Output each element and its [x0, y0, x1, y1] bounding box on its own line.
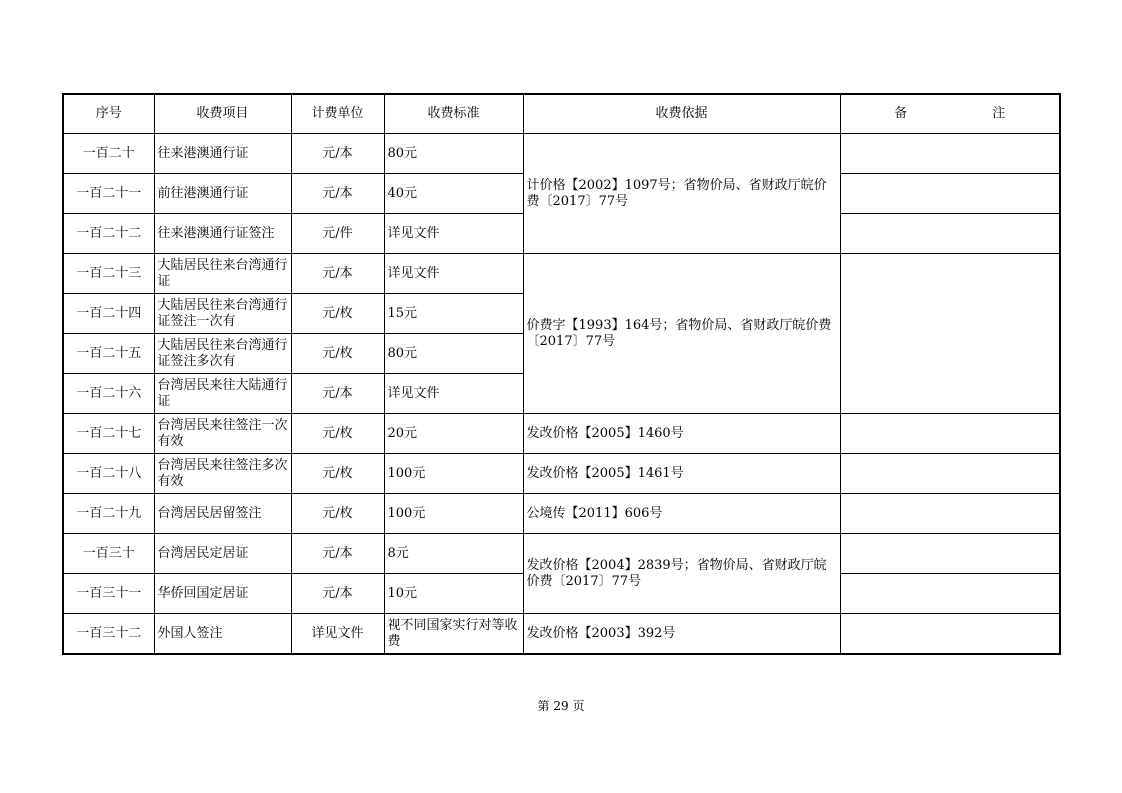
row-basis: 发改价格【2005】1460号: [523, 414, 840, 454]
row-standard: 详见文件: [384, 254, 523, 294]
page-number: 第 29 页: [537, 699, 585, 713]
row-unit: 元/本: [291, 534, 384, 574]
row-standard: 100元: [384, 494, 523, 534]
table-row: [63, 494, 1060, 534]
row-item: 大陆居民往来台湾通行证: [154, 254, 291, 294]
row-item: 台湾居民来往签注一次有效: [154, 414, 291, 454]
row-note: [840, 414, 1060, 454]
row-standard: 8元: [384, 534, 523, 574]
row-standard: 80元: [384, 334, 523, 374]
row-basis: 公境传【2011】606号: [523, 494, 840, 534]
row-unit: 详见文件: [291, 614, 384, 655]
row-seq: 一百二十二: [63, 214, 154, 254]
row-seq: 一百二十四: [63, 294, 154, 334]
row-seq: 一百二十一: [63, 174, 154, 214]
table-row: [63, 534, 1060, 574]
row-seq: 一百三十一: [63, 574, 154, 614]
row-standard: 详见文件: [384, 374, 523, 414]
row-seq: 一百二十: [63, 134, 154, 174]
row-note: [840, 534, 1060, 574]
table-row: [63, 254, 1060, 294]
row-note: [840, 134, 1060, 174]
row-note: [840, 574, 1060, 614]
row-basis: 发改价格【2005】1461号: [523, 454, 840, 494]
row-unit: 元/枚: [291, 494, 384, 534]
row-standard: 100元: [384, 454, 523, 494]
header-item: 收费项目: [154, 94, 291, 134]
row-unit: 元/枚: [291, 334, 384, 374]
row-item: 台湾居民居留签注: [154, 494, 291, 534]
row-standard: 20元: [384, 414, 523, 454]
row-note: [840, 454, 1060, 494]
row-basis-group-2: 价费字【1993】164号；省物价局、省财政厅皖价费〔2017〕77号: [523, 254, 840, 414]
row-seq: 一百二十五: [63, 334, 154, 374]
row-basis-group-1: 计价格【2002】1097号；省物价局、省财政厅皖价费〔2017〕77号: [523, 134, 840, 254]
row-unit: 元/本: [291, 134, 384, 174]
row-standard: 10元: [384, 574, 523, 614]
row-unit: 元/件: [291, 214, 384, 254]
row-note: [840, 614, 1060, 655]
row-basis-group-3: 发改价格【2004】2839号；省物价局、省财政厅皖价费〔2017〕77号: [523, 534, 840, 614]
row-seq: 一百三十: [63, 534, 154, 574]
header-seq: 序号: [63, 94, 154, 134]
row-item: 往来港澳通行证签注: [154, 214, 291, 254]
table-row: [63, 134, 1060, 174]
fee-table: [62, 93, 1061, 655]
row-unit: 元/枚: [291, 414, 384, 454]
row-seq: 一百二十九: [63, 494, 154, 534]
header-note: [840, 94, 1060, 134]
row-unit: 元/本: [291, 574, 384, 614]
row-item: 华侨回国定居证: [154, 574, 291, 614]
header-basis: 收费依据: [523, 94, 840, 134]
row-item: 往来港澳通行证: [154, 134, 291, 174]
row-note: [840, 214, 1060, 254]
row-standard: 详见文件: [384, 214, 523, 254]
row-unit: 元/枚: [291, 294, 384, 334]
header-unit: 计费单位: [291, 94, 384, 134]
row-item: 台湾居民来往大陆通行证: [154, 374, 291, 414]
table-row: [63, 454, 1060, 494]
row-standard: 40元: [384, 174, 523, 214]
row-seq: 一百二十七: [63, 414, 154, 454]
row-item: 前往港澳通行证: [154, 174, 291, 214]
row-item: 大陆居民往来台湾通行证签注一次有: [154, 294, 291, 334]
header-standard: 收费标准: [384, 94, 523, 134]
row-seq: 一百二十八: [63, 454, 154, 494]
row-note-group-2: [840, 254, 1060, 414]
row-unit: 元/本: [291, 374, 384, 414]
table-row: [63, 414, 1060, 454]
row-unit: 元/枚: [291, 454, 384, 494]
row-seq: 一百二十三: [63, 254, 154, 294]
row-standard: 15元: [384, 294, 523, 334]
row-note: [840, 494, 1060, 534]
row-item: 大陆居民往来台湾通行证签注多次有: [154, 334, 291, 374]
row-basis: 发改价格【2003】392号: [523, 614, 840, 655]
row-unit: 元/本: [291, 174, 384, 214]
row-standard: 80元: [384, 134, 523, 174]
row-seq: 一百三十二: [63, 614, 154, 655]
row-seq: 一百二十六: [63, 374, 154, 414]
row-item: 外国人签注: [154, 614, 291, 655]
row-item: 台湾居民定居证: [154, 534, 291, 574]
header-note-text: 备 注: [894, 106, 1042, 121]
table-row: [63, 614, 1060, 655]
row-standard: 视不同国家实行对等收费: [384, 614, 523, 655]
row-note: [840, 174, 1060, 214]
row-item: 台湾居民来往签注多次有效: [154, 454, 291, 494]
row-unit: 元/本: [291, 254, 384, 294]
table-header-row: [63, 94, 1060, 134]
